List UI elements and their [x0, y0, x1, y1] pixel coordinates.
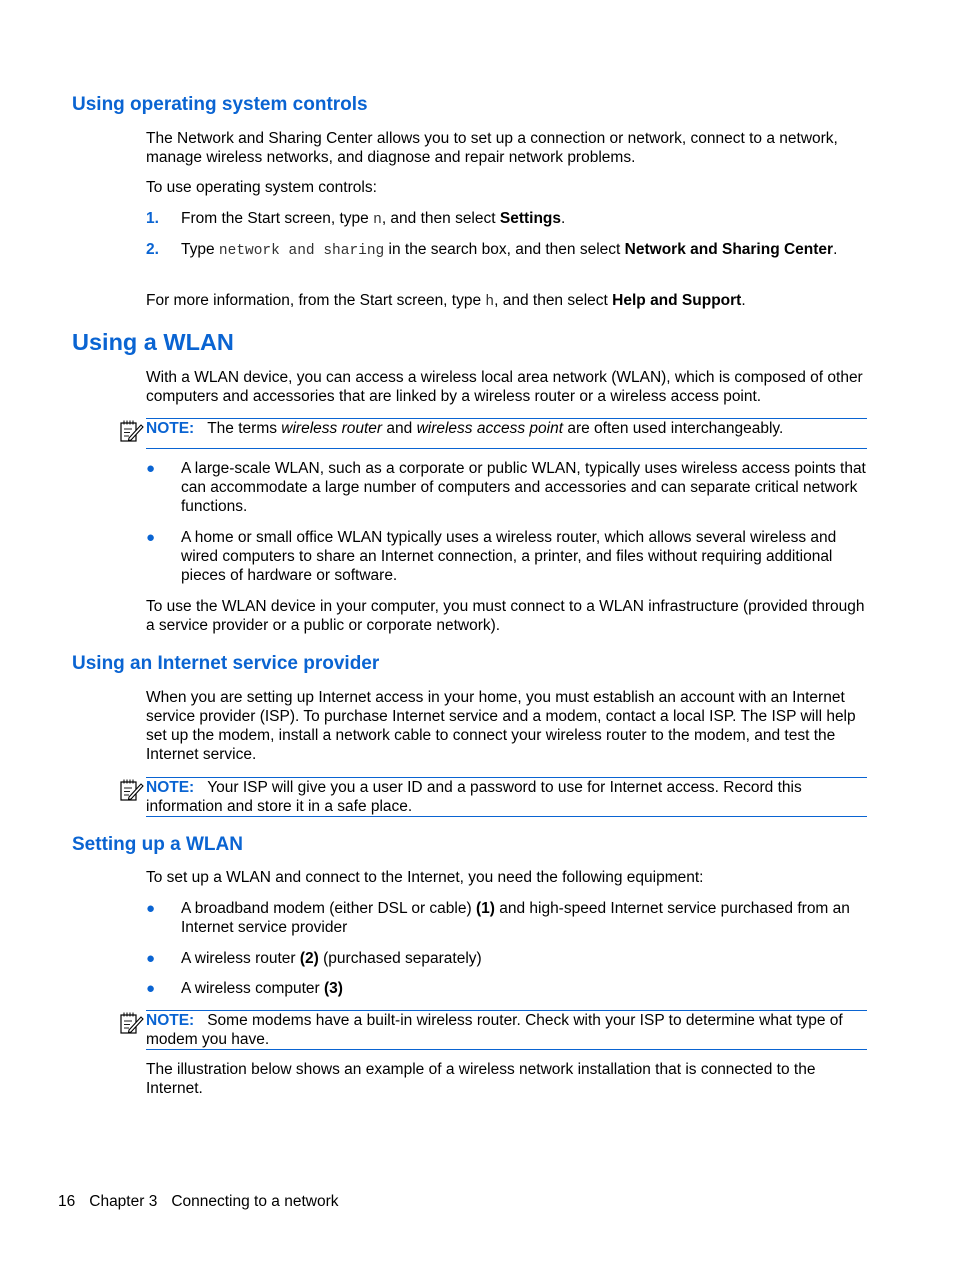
os-controls-intro: The Network and Sharing Center allows you to set up a connection or network, connect to a network, manage wireless networks, and diagnose and repair network problems.	[146, 130, 838, 166]
footer-chapter: Chapter 3	[89, 1193, 158, 1210]
setup-outro: The illustration below shows an example of a wireless network installation that is connected to the Internet.	[146, 1061, 816, 1097]
step-number-1: 1.	[146, 210, 159, 227]
bullet-marker: ●	[146, 950, 156, 967]
note-pencil-icon	[118, 419, 144, 443]
section-heading-using-wlan: Using a WLAN	[72, 329, 234, 355]
note-label: NOTE:	[146, 779, 195, 796]
bullet-marker: ●	[146, 980, 156, 997]
note-isp-user-id: NOTE: Your ISP will give you a user ID and a password to use for Internet access. Record this information and store it in a safe place.	[146, 777, 867, 817]
footer-chapter-title: Connecting to a network	[171, 1193, 339, 1210]
page-footer	[58, 1192, 352, 1211]
note-pencil-icon	[118, 1011, 144, 1035]
list-item-wireless-router: A wireless router (2) (purchased separately)	[181, 950, 482, 967]
step-1: From the Start screen, type n, and then select Settings.	[181, 210, 566, 228]
wlan-intro: With a WLAN device, you can access a wireless local area network (WLAN), which is composed of other computers and accessories that are linked by a wireless router or a wireless access point.	[146, 369, 863, 405]
step-2: Type network and sharing in the search box, and then select Network and Sharing Center.	[181, 241, 838, 259]
section-heading-setting-up-wlan: Setting up a WLAN	[72, 834, 243, 855]
bullet-marker: ●	[146, 900, 156, 917]
isp-intro: When you are setting up Internet access in your home, you must establish an account with an Internet service provider (ISP). To purchase Internet service and a modem, contact a local ISP. The ISP will help set up the modem, install a network cable to connect your wireless router to the modem, and test the Internet service.	[146, 689, 856, 763]
section-heading-os-controls: Using operating system controls	[72, 94, 368, 115]
bullet-marker: ●	[146, 529, 156, 546]
list-item-broadband-modem: A broadband modem (either DSL or cable) (1) and high-speed Internet service purchased from an Internet service provider	[181, 900, 850, 936]
list-item-wireless-computer: A wireless computer (3)	[181, 980, 343, 997]
os-controls-lead: To use operating system controls:	[146, 179, 377, 196]
note-terms: NOTE: The terms wireless router and wireless access point are often used interchangeably.	[146, 418, 867, 449]
list-item-home-wlan: A home or small office WLAN typically uses a wireless router, which allows several wireless and wired computers to share an Internet connection, a printer, and files without requiring additional pieces of hardware or software.	[181, 529, 837, 584]
wlan-outro: To use the WLAN device in your computer, you must connect to a WLAN infrastructure (provided through a service provider or a public or corporate network).	[146, 598, 865, 634]
bullet-marker: ●	[146, 460, 156, 477]
page-number: 16	[58, 1193, 76, 1210]
note-label: NOTE:	[146, 1012, 195, 1029]
step-number-2: 2.	[146, 241, 159, 258]
note-builtin-router: NOTE: Some modems have a built-in wireless router. Check with your ISP to determine what type of modem you have.	[146, 1010, 867, 1050]
list-item-large-scale-wlan: A large-scale WLAN, such as a corporate or public WLAN, typically uses wireless access points that can accommodate a large number of computers and accessories and can separate critical network functions.	[181, 460, 866, 515]
setup-intro: To set up a WLAN and connect to the Internet, you need the following equipment:	[146, 869, 704, 886]
os-controls-more-info: For more information, from the Start screen, type h, and then select Help and Support.	[146, 292, 746, 310]
note-label: NOTE:	[146, 420, 195, 437]
note-pencil-icon	[118, 778, 144, 802]
section-heading-isp: Using an Internet service provider	[72, 653, 380, 674]
